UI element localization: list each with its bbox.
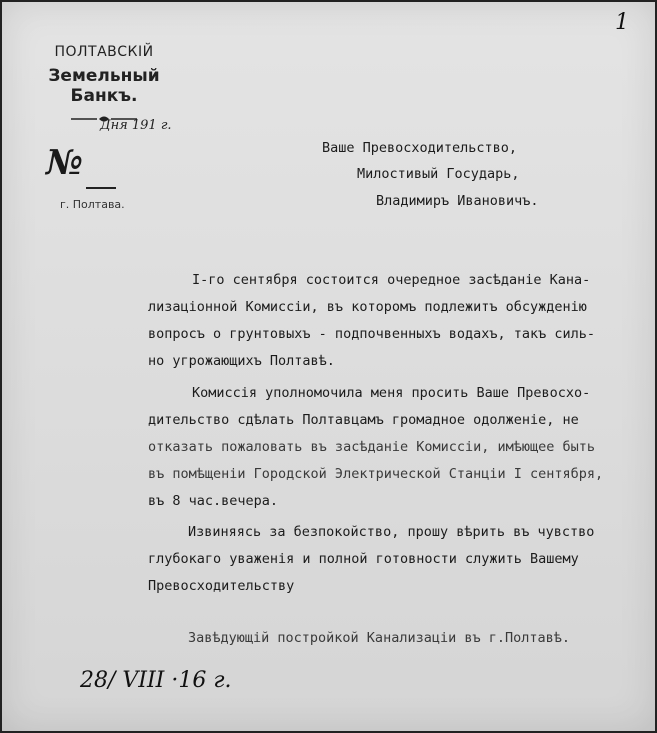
body-p3-line-1: Извиняясь за безпокойство, прошу вѣрить въ чувство — [188, 524, 595, 540]
body-p3-line-3: Превосходительству — [148, 578, 295, 594]
date-line: Дня 191 г. — [100, 118, 172, 133]
number-underline — [86, 187, 116, 189]
body-p2-line-4: въ помѣщеніи Городской Электрической Станціи I сентября, — [148, 466, 604, 482]
body-p2-line-3: отказать пожаловать въ засѣданіе Комиссіи, имѣющее быть — [148, 439, 596, 455]
body-p1-line-1: I-го сентября состоится очередное засѣданіе Кана- — [192, 272, 591, 288]
body-p2-line-2: дительство сдѣлать Полтавцамъ громадное одолженіе, не — [148, 412, 579, 428]
body-p2-line-1: Комиссія уполномочила меня просить Ваше Превосхо- — [192, 385, 591, 401]
salutation-line-2: Милостивый Государь, — [357, 166, 520, 182]
body-p1-line-2: лизаціонной Комиссіи, въ которомъ подлежитъ обсужденію — [148, 299, 587, 315]
letterhead-line-1: ПОЛТАВСКІЙ — [54, 44, 154, 60]
page-number: 1 — [615, 10, 629, 35]
body-p1-line-3: вопросъ о грунтовыхъ - подпочвенныхъ водахъ, такъ силь- — [148, 326, 596, 342]
salutation-line-3: Владимиръ Ивановичъ. — [376, 193, 539, 209]
body-p1-line-4: но угрожающихъ Полтавѣ. — [148, 353, 335, 369]
body-p2-line-5: въ 8 час.вечера. — [148, 493, 279, 509]
city-line: г. Полтава. — [60, 198, 125, 211]
body-p3-line-2: глубокаго уваженія и полной готовности служить Вашему — [148, 551, 579, 567]
closing-signature-line: Завѣдующій постройкой Канализаціи въ г.Полтавѣ. — [188, 630, 571, 646]
handwritten-date-note: 28/ VIII ·16 г. — [80, 668, 232, 693]
number-sign: № — [46, 143, 83, 183]
letterhead-bank-name: Земельный Банкъ. — [48, 66, 160, 106]
salutation-line-1: Ваше Превосходительство, — [322, 140, 518, 156]
letterhead — [14, 44, 194, 124]
